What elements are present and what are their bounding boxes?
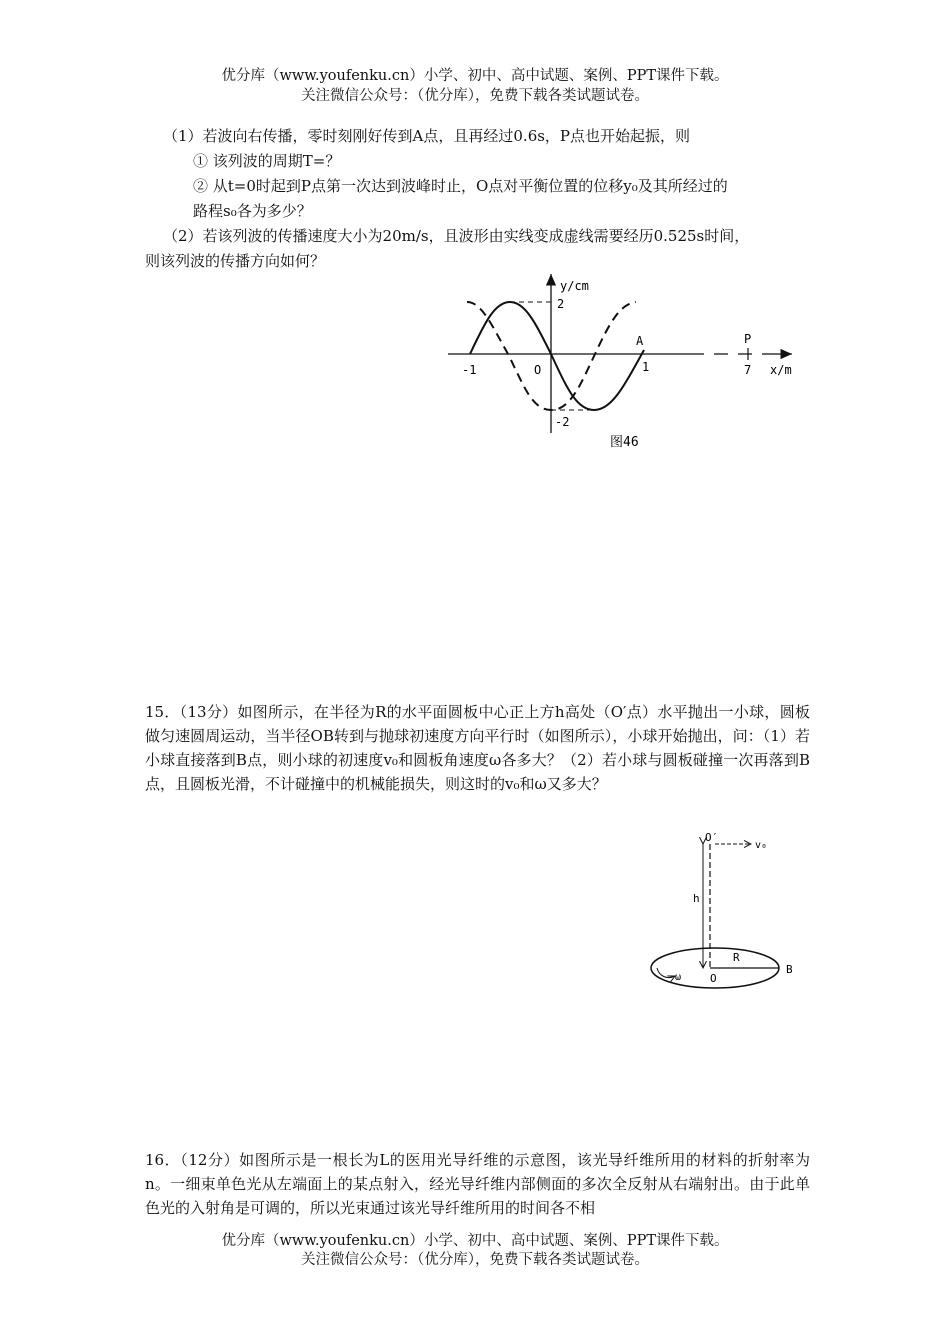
prev-part1-q2-line2: 路程s₀各为多少？ [193,202,312,220]
footer-line-1: 优分库（www.youfenku.cn）小学、初中、高中试题、案例、PPT课件下载。 [221,1233,729,1249]
omega-label: ω [675,972,682,983]
header-line-1: 优分库（www.youfenku.cn）小学、初中、高中试题、案例、PPT课件下载。 [221,68,729,84]
o-label: O [710,972,717,985]
tick-1: 1 [642,360,650,374]
origin-label: O [534,363,542,377]
point-a: A [636,334,644,348]
header-line-2: 关注微信公众号：（优分库），免费下载各类试题试卷。 [301,88,649,104]
y-label: y/cm [560,279,589,293]
b-label: B [786,963,793,976]
tick-neg1: -1 [462,363,477,377]
point-p: P [744,332,752,346]
disk-figure [645,830,815,1000]
solid-wave [470,302,644,410]
tick-7: 7 [744,363,752,377]
tick-2: 2 [557,297,565,311]
wave-figure [440,268,810,458]
footer-line-2: 关注微信公众号：（优分库），免费下载各类试题试卷。 [301,1252,649,1268]
prev-part1-q1: ① 该列波的周期T=？ [193,152,341,170]
prev-part1-q2-line1: ② 从t=0时起到P点第一次达到波峰时止，O点对平衡位置的位移y₀及其所经过的 [193,177,728,195]
problem-16-text: 16．（12分）如图所示是一根长为L的医用光导纤维的示意图，该光导纤维所用的材料的折射率为n。一细束单色光从左端面上的某点射入，经光导纤维内部侧面的多次全反射从右端射出。由于此单色光的入射角是可调的，所以光束通过该光导纤维所用的时间各不相 [145,1151,810,1217]
prev-part1: （1）若波向右传播，零时刻刚好传到A点，且再经过0.6s，P点也开始起振，则 [163,127,691,145]
r-label: R [733,951,740,964]
x-label: x/m [770,363,792,377]
o-prime-label: O′ [705,831,719,844]
h-label: h [693,892,700,905]
prev-part2-line1: （2）若该列波的传播速度大小为20m/s，且波形由实线变成虚线需要经历0.525s时间， [163,227,750,245]
figure-caption: 图46 [610,435,639,450]
v0-label: v₀ [755,840,768,851]
prev-part2-line2: 则该列波的传播方向如何？ [145,252,326,270]
rotation-arrow [657,968,675,978]
problem-15-text: 15．（13分）如图所示，在半径为R的水平面圆板中心正上方h高处（O′点）水平抛出一小球，圆板做匀速圆周运动，当半径OB转到与抛球初速度方向平行时（如图所示），小球开始抛出，问：（1）若小球直接落到B点，则小球的初速度v₀和圆板角速度ω各多大？（2）若小球与圆板碰撞一次再落到B点，且圆板光滑，不计碰撞中的机械能损失，则这时的v₀和ω又多大？ [145,703,810,793]
tick-neg2: -2 [555,415,570,429]
